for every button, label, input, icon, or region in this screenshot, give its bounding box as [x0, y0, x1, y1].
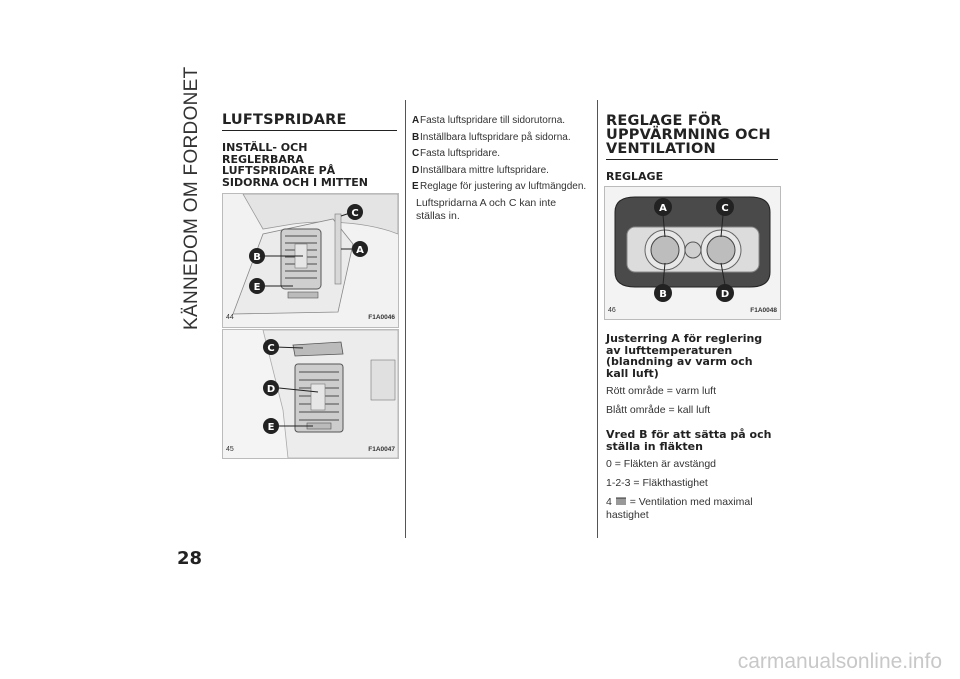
callout-e	[249, 278, 265, 294]
legend-item-c: C Fasta luftspridare.	[412, 148, 501, 160]
figure-46	[604, 186, 781, 320]
callout-b	[654, 284, 672, 302]
svg-text:D: D	[720, 289, 730, 300]
svg-text:A: A	[659, 203, 667, 214]
subsection-title-reglage: REGLAGE	[606, 170, 664, 183]
svg-text:C: C	[721, 203, 729, 214]
side-title-text: KÄNNEDOM OM FORDONET	[181, 66, 202, 330]
vent-note: Luftspridarna A och C kan inte ställas in.	[416, 196, 557, 222]
middle-column	[412, 114, 590, 223]
figure-45-number: 45	[226, 446, 234, 453]
section-title-luftspridare: LUFTSPRIDARE	[222, 113, 397, 131]
svg-text:A: A	[356, 245, 364, 256]
legend-item-b: B Inställbara luftspridare på sidorna.	[412, 131, 571, 143]
right-column	[606, 114, 781, 183]
callout-b	[249, 248, 265, 264]
svg-text:B: B	[253, 252, 261, 263]
fan-off-text: 0 = Fläkten är avstängd	[606, 458, 717, 470]
right-column-text	[606, 333, 781, 522]
max-ventilation-icon	[615, 496, 627, 506]
left-column	[222, 113, 397, 188]
callout-d	[716, 284, 734, 302]
callout-c	[716, 198, 734, 216]
figure-45-callouts	[223, 330, 398, 458]
figure-46-code: F1A0048	[750, 307, 777, 314]
callout-e	[263, 418, 279, 434]
section-title-heating: REGLAGE FÖR UPPVÄRMNING OCH VENTILATION	[606, 114, 778, 160]
subsection-title-vents: INSTÄLL- OCH REGLERBARA LUFTSPRIDARE PÅ SIDORNA OCH I MITTEN	[222, 141, 368, 189]
column-divider-2	[597, 100, 598, 538]
figure-44-number: 44	[226, 314, 234, 321]
callout-d	[263, 380, 279, 396]
svg-text:C: C	[351, 208, 359, 219]
fan-max-text	[606, 496, 781, 522]
callout-a	[654, 198, 672, 216]
callout-c	[263, 339, 279, 355]
figure-46-number: 46	[608, 307, 616, 314]
figure-45	[222, 329, 399, 459]
svg-text:E: E	[267, 422, 275, 433]
legend-item-d: D Inställbara mittre luftspridare.	[412, 164, 549, 176]
legend-item-a: A Fasta luftspridare till sidorutorna.	[412, 115, 566, 126]
svg-text:C: C	[267, 343, 275, 354]
side-title	[181, 66, 202, 340]
figure-44	[222, 193, 399, 328]
fan-max-description: = Ventilation med maximal hastighet	[606, 496, 753, 521]
blue-area-text: Blått område = kall luft	[606, 404, 711, 416]
watermark: carmanualsonline.info	[737, 650, 942, 673]
red-area-text: Rött område = varm luft	[606, 385, 716, 397]
callout-a	[352, 241, 368, 257]
column-divider-1	[405, 100, 406, 538]
heading-fan-control: Vred B för att sätta på och ställa in fläkten	[606, 428, 772, 453]
fan-speed-text: 1-2-3 = Fläkthastighet	[606, 477, 708, 489]
figure-44-callouts	[223, 194, 398, 327]
figure-45-code: F1A0047	[368, 446, 395, 453]
page-number: 28	[177, 548, 203, 569]
svg-text:E: E	[253, 282, 261, 293]
heading-temperature-control: Justerring A för reglering av lufttemperaturen (blandning av varm och kall luft)	[606, 332, 763, 380]
legend-item-e: E Reglage för justering av luftmängden.	[412, 181, 587, 193]
figure-46-callouts	[605, 187, 780, 319]
fan-max-prefix: 4	[606, 496, 612, 508]
figure-44-code: F1A0046	[368, 314, 395, 321]
svg-text:D: D	[266, 384, 276, 395]
svg-text:B: B	[659, 289, 667, 300]
callout-c	[347, 204, 363, 220]
